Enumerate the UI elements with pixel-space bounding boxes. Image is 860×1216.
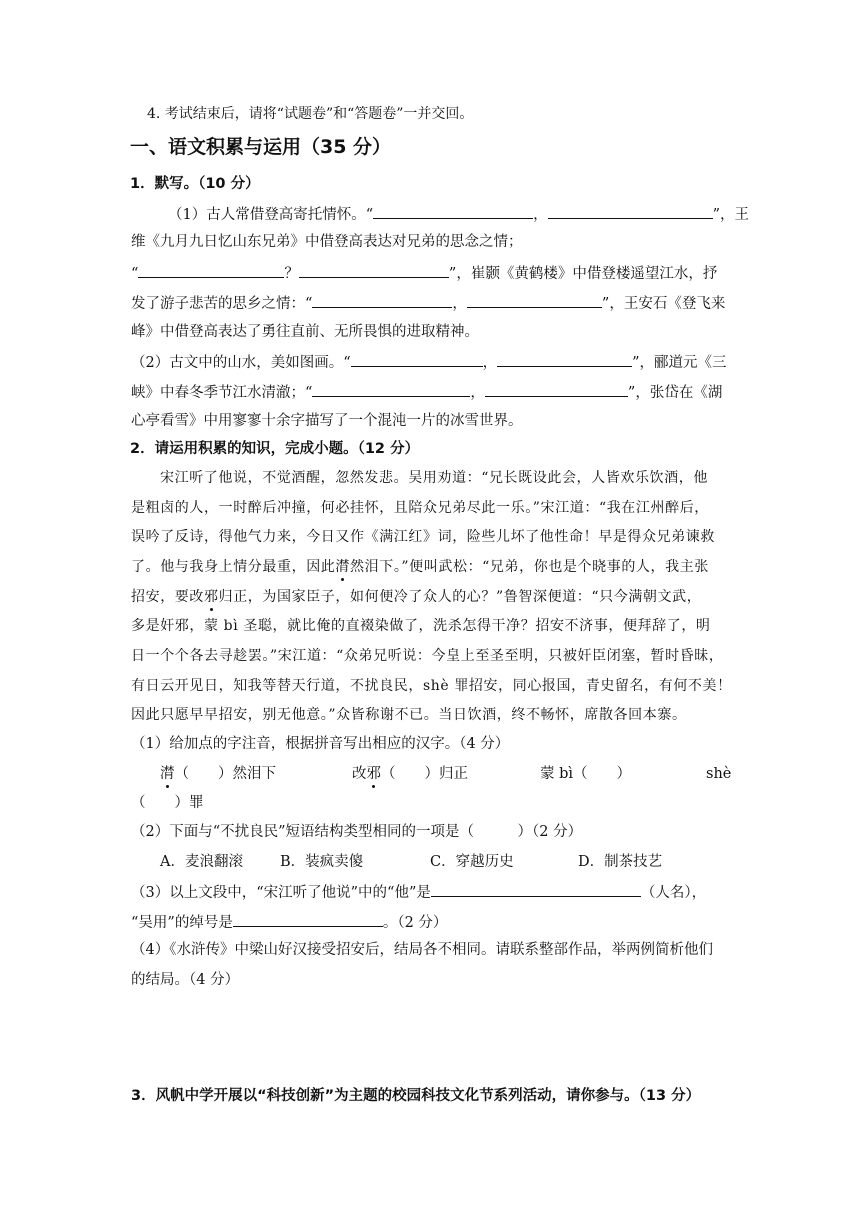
option-b[interactable]: B．装疯卖傻: [280, 854, 364, 870]
instruction-4: 4. 考试结束后，请将“试题卷”和“答题卷”一并交回。: [147, 106, 474, 122]
passage-text: 招安，要改: [131, 589, 204, 605]
answer-blank[interactable]: [373, 203, 533, 219]
passage-line-1: 宋江听了他说，不觉酒醒，忽然发悲。吴用劝道：“兄长既设此会，人皆欢乐饮酒，他: [160, 470, 708, 486]
sub3-text: 。（2 分）: [382, 915, 448, 931]
answer-blank[interactable]: [497, 351, 632, 367]
dotted-char: 邪: [204, 589, 219, 605]
passage-line-5: [131, 587, 701, 607]
q1-line-2: 维《九月九日忆山东兄弟》中借登高表达对兄弟的思念之情；: [131, 234, 523, 250]
option-d[interactable]: D．制茶技艺: [578, 854, 663, 870]
passage-line-4: [131, 557, 709, 577]
q1-text: “: [131, 266, 139, 282]
question-1-title: 1．默写。（10 分）: [130, 176, 260, 192]
passage-line-7: 日一个个各去寻趁罢。”宋江道：“众弟兄听说：今皇上至圣至明，只被奸臣闭塞，暂时昏昧，: [131, 648, 724, 664]
q1-line-5: 峰》中借登高表达了勇往直前、无所畏惧的进取精神。: [131, 324, 479, 340]
q1-line-8: 心亭看雪》中用寥寥十余字描写了一个混沌一片的冰雪世界。: [131, 413, 523, 429]
option-c[interactable]: C．穿越历史: [430, 854, 514, 870]
question-3-title: 3．风帆中学开展以“科技创新”为主题的校园科技文化节系列活动，请你参与。（13 分）: [131, 1088, 701, 1104]
answer-blank[interactable]: [312, 381, 470, 397]
passage-text: 然泪下。”便叫武松：“兄弟，你也是个晓事的人，我主张: [350, 559, 709, 575]
sub-question-4-line-2: 的结局。（4 分）: [131, 972, 240, 988]
answer-blank[interactable]: [548, 203, 713, 219]
sub3-text: （人名），: [640, 885, 707, 901]
q1-text: ”，王安石《登飞来: [601, 296, 726, 312]
passage-line-2: 是粗卤的人，一时醉后冲撞，何必挂怀，且陪众兄弟尽此一乐。”宋江道：“我在江州醉后，: [131, 500, 709, 516]
answer-blank[interactable]: [312, 292, 452, 308]
q1-text: 发了游子悲苦的思乡之情：“: [131, 296, 313, 312]
sub1-text: 改: [352, 766, 367, 782]
passage-line-6: 多是奸邪，蒙 bì 圣聪，就比俺的直裰染做了，洗杀怎得干净？招安不济事，便拜辞了，明: [131, 618, 711, 634]
sub-question-4-line-1: （4）《水浒传》中梁山好汉接受招安后，结局各不相同。请联系整部作品，举两例简析他们: [131, 942, 713, 958]
q1-line-7: [131, 381, 722, 403]
q1-text: ”，王: [712, 207, 750, 223]
answer-blank[interactable]: [299, 262, 449, 278]
q1-text: （2）古文中的山水，美如图画。“: [131, 355, 351, 371]
sub3-text: “吴用”的绰号是: [131, 915, 233, 931]
answer-blank[interactable]: [431, 881, 641, 897]
section-title: 一、语文积累与运用（35 分）: [130, 136, 392, 158]
sub-question-2: （2）下面与“不扰良民”短语结构类型相同的一项是（ ）（2 分）: [131, 824, 583, 840]
q1-line-4: [131, 292, 725, 314]
passage-line-9: 因此只愿早早招安，别无他意。”众皆称谢不已。当日饮酒，终不畅怀，席散各回本寨。: [131, 707, 687, 723]
sub1-blank-text[interactable]: （ ）归正: [381, 766, 468, 782]
sub1-item-e[interactable]: （ ）罪: [131, 795, 204, 811]
passage-text: 归正，为国家臣子，如何便冷了众人的心？”鲁智深便道：“只今满朝文武，: [218, 589, 702, 605]
dotted-char: 邪: [366, 766, 381, 782]
q1-text: ”，崔颢《黄鹤楼》中借登楼遥望江水，抒: [448, 266, 718, 282]
sub1-blank-text[interactable]: （ ）然泪下: [174, 766, 276, 782]
sub1-item-a: [160, 764, 276, 784]
passage-line-3: 误吟了反诗，得他气力来，今日又作《满江红》词，险些儿坏了他性命！早是得众兄弟谏救: [131, 529, 715, 545]
sub-question-3-line-1: [131, 881, 706, 903]
sub3-text: （3）以上文段中，“宋江听了他说”中的“他”是: [131, 885, 431, 901]
sub1-item-c[interactable]: 蒙 bì（ ）: [540, 766, 632, 782]
q1-text: ，: [470, 385, 485, 401]
sub-question-1: （1）给加点的字注音，根据拼音写出相应的汉字。（4 分）: [131, 736, 510, 752]
q1-line-6: [131, 351, 727, 373]
q1-line-3: [131, 262, 717, 284]
q1-text: ，: [482, 355, 498, 371]
option-a[interactable]: A．麦浪翻滚: [160, 854, 243, 870]
question-2-title: 2．请运用积累的知识，完成小题。（12 分）: [130, 441, 420, 457]
q1-text: ，: [533, 207, 548, 223]
q1-text: （1）古人常借登高寄托情怀。“: [168, 207, 374, 223]
q1-line-1: [168, 203, 749, 225]
q1-text: ”，张岱在《湖: [627, 385, 723, 401]
q1-text: ”，郦道元《三: [632, 355, 727, 371]
answer-blank[interactable]: [138, 262, 284, 278]
answer-blank[interactable]: [233, 911, 383, 927]
answer-blank[interactable]: [467, 292, 602, 308]
dotted-char: 潸: [335, 559, 351, 575]
sub-question-3-line-2: [131, 911, 447, 933]
q1-text: ，: [452, 296, 467, 312]
passage-text: 了。他与我身上情分最重，因此: [131, 559, 336, 575]
sub1-item-b: [352, 764, 468, 784]
q1-text: 峡》中春冬季节江水清澈；“: [131, 385, 313, 401]
passage-line-8: 有日云开见日，知我等替天行道，不扰良民，shè 罪招安，同心报国，青史留名，有何不美！: [131, 678, 732, 694]
dotted-char: 潸: [160, 766, 175, 782]
sub1-item-d: shè: [706, 766, 732, 782]
answer-blank[interactable]: [351, 351, 483, 367]
answer-blank[interactable]: [485, 381, 628, 397]
q1-text: ？: [284, 266, 299, 282]
